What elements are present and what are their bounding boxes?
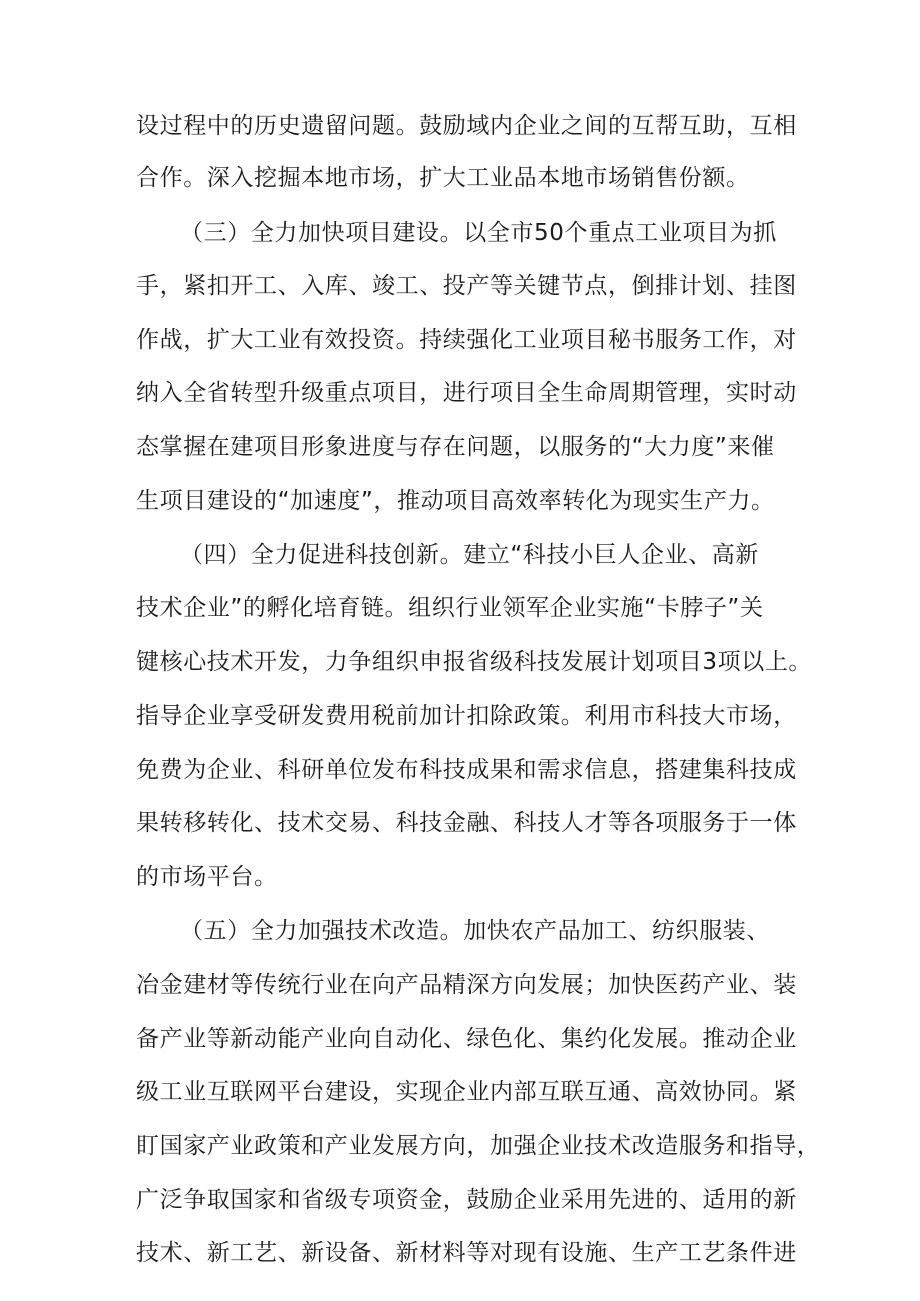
text-line: 作战，扩大工业有效投资。持续强化工业项目秘书服务工作，对 [136, 327, 797, 353]
text-line: 盯国家产业政策和产业发展方向，加强企业技术改造服务和指导， [136, 1133, 821, 1159]
text-line: 纳入全省转型升级重点项目，进行项目全生命周期管理，实时动 [136, 380, 797, 406]
text-line: 冶金建材等传统行业在向产品精深方向发展；加快医药产业、装 [136, 972, 797, 998]
text-line: 备产业等新动能产业向自动化、绿色化、集约化发展。推动企业 [136, 1026, 797, 1052]
text-line: 键核心技术开发，力争组织申报省级科技发展计划项目3项以上。 [136, 649, 813, 675]
text-line: 态掌握在建项目形象进度与存在问题，以服务的“大力度”来催 [136, 434, 775, 460]
text-line: 的市场平台。 [136, 864, 278, 890]
text-line: 手，紧扣开工、入库、竣工、投产等关键节点，倒排计划、挂图 [136, 273, 797, 299]
paragraph-heading-5: （五）全力加强技术改造。加快农产品加工、纺织服装、 [180, 918, 770, 944]
text-line: 级工业互联网平台建设，实现企业内部互联互通、高效协同。紧 [136, 1079, 797, 1105]
text-line: 广泛争取国家和省级专项资金，鼓励企业采用先进的、适用的新 [136, 1187, 797, 1213]
text-line: 果转移转化、技术交易、科技金融、科技人才等各项服务于一体 [136, 810, 797, 836]
text-line: 指导企业享受研发费用税前加计扣除政策。利用市科技大市场， [136, 703, 797, 729]
text-line: 生项目建设的“加速度”，推动项目高效率转化为现实生产力。 [136, 488, 775, 514]
text-line: 免费为企业、科研单位发布科技成果和需求信息，搭建集科技成 [136, 757, 797, 783]
paragraph-heading-4: （四）全力促进科技创新。建立“科技小巨人企业、高新 [180, 542, 759, 568]
text-line: 技术企业”的孵化培育链。组织行业领军企业实施“卡脖子”关 [136, 595, 764, 621]
text-line: 合作。深入挖掘本地市场，扩大工业品本地市场销售份额。 [136, 165, 750, 191]
text-line: 技术、新工艺、新设备、新材料等对现有设施、生产工艺条件进 [136, 1240, 797, 1266]
text-line: 设过程中的历史遗留问题。鼓励域内企业之间的互帮互助，互相 [136, 113, 797, 139]
paragraph-heading-3: （三）全力加快项目建设。以全市50个重点工业项目为抓 [180, 220, 777, 246]
